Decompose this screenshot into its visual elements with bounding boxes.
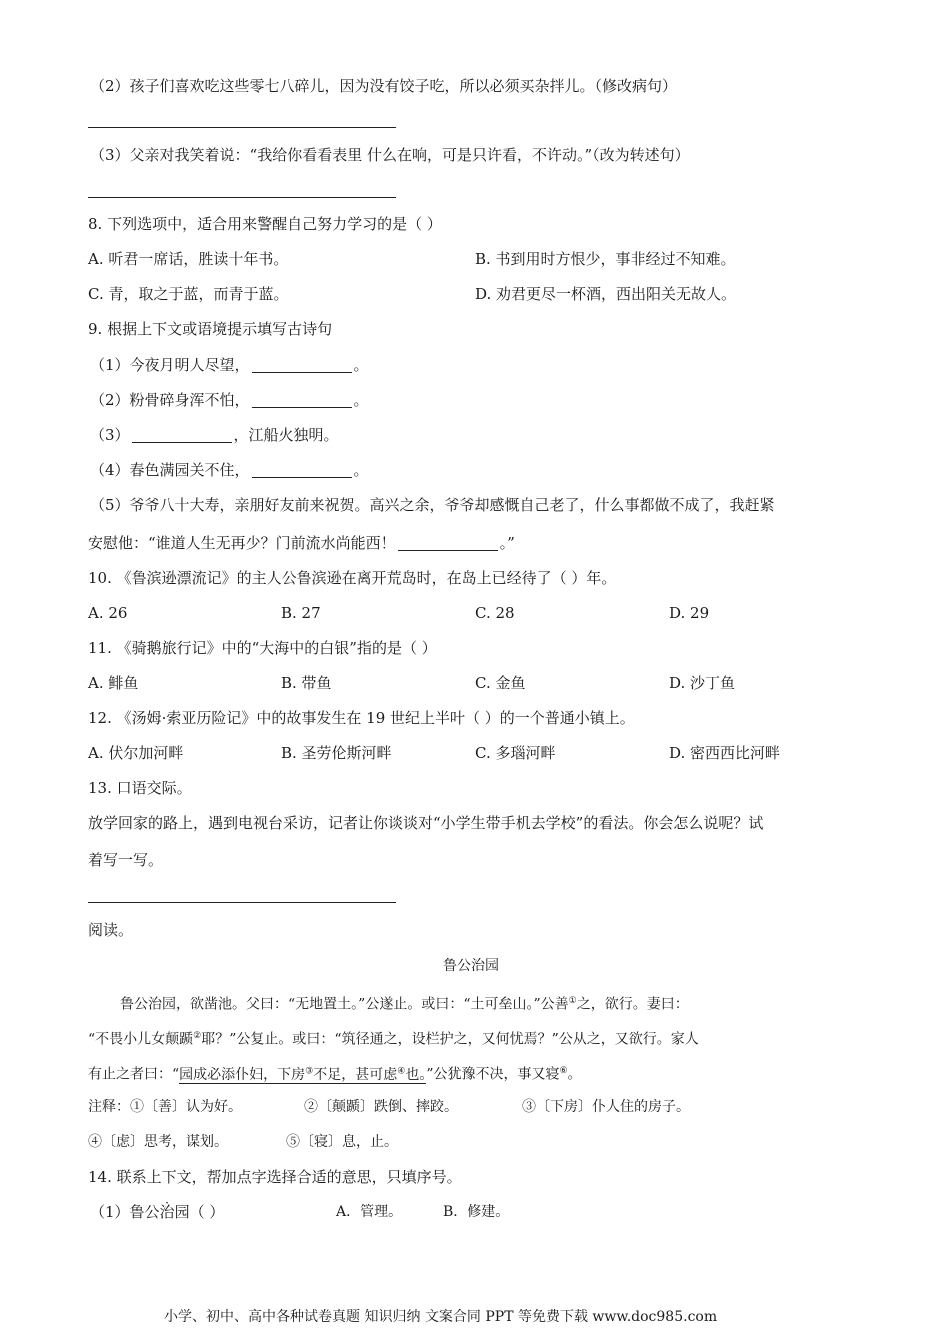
passage-line-3 [88,1061,582,1085]
q9-item-3-text: （3） [90,426,130,444]
underlined-sentence [179,1067,426,1084]
q13-prompt-line-1: 放学回家的路上，遇到电视台采访，记者让你谈谈对“小学生带手机去学校”的看法。你会怎么说呢？试 [88,814,764,832]
q10-option-c: C. 28 [475,604,515,622]
q9-item-5-end: 。” [499,534,515,552]
q8-option-b: B. 书到用时方恨少，事非经过不知难。 [475,250,736,268]
q9-item-1 [90,355,369,375]
passage-text: ”公犹豫不决，事又寝 [426,1066,560,1083]
q8-option-d: D. 劝君更尽一杯酒，西出阳关无故人。 [475,285,737,303]
q7-item-2: （2）孩子们喜欢吃这些零七八碎儿，因为没有饺子吃，所以必须买杂拌儿。（修改病句） [90,77,678,95]
passage-text: 有止之者曰：“ [88,1066,180,1083]
q9-item-1-end: 。 [353,356,369,374]
q9-item-2-text: （2）粉骨碎身浑不怕， [90,391,250,409]
footnote-mark: ② [193,1031,202,1041]
passage-text: 之，欲行。妻曰： [576,996,689,1013]
passage-text: 园成必添仆妇，下房 [179,1066,306,1083]
footnote-mark: ① [568,996,577,1006]
answer-line [88,197,396,198]
note-3: ③〔下房〕仆人住的房子。 [522,1099,690,1115]
q9-item-3-end: ，江船火独明。 [233,426,339,444]
q14-answer-bracket[interactable]: 园（ ） [174,1203,225,1221]
q9-item-2 [90,390,369,410]
reading-label: 阅读。 [88,921,134,939]
passage-line-2 [88,1026,699,1050]
q11-option-d: D. 沙丁鱼 [669,674,736,692]
q11-option-a: A. 鲱鱼 [88,674,139,692]
q7-item-3: （3）父亲对我笑着说：“我给你看看表里 什么在响，可是只许看，不许动。”（改为转述句） [90,146,690,164]
q14-item-1 [90,1202,224,1222]
q9-item-4-end: 。 [353,461,369,479]
footnote-mark: ④ [397,1066,406,1076]
q9-item-4 [90,460,369,480]
footnote-mark: ⑥ [559,1066,568,1076]
fill-blank[interactable] [132,427,232,443]
q14-option-b: B．修建。 [443,1204,510,1220]
q12-option-c: C. 多瑙河畔 [475,744,556,762]
fill-blank[interactable] [252,462,352,478]
q10-option-b: B. 27 [281,604,321,622]
q8-option-a: A. 听君一席话，胜读十年书。 [88,250,289,268]
fill-blank[interactable] [252,357,352,373]
q9-item-1-text: （1）今夜月明人尽望， [90,356,250,374]
passage-text: 。 [567,1066,582,1083]
q13-stem: 13. 口语交际。 [88,779,192,797]
q9-item-5-line-1: （5）爷爷八十大寿，亲朋好友前来祝贺。高兴之余，爷爷却感慨自己老了，什么事都做不成了，我赶紧 [90,496,775,514]
q14-option-a: A．管理。 [336,1204,403,1220]
footnote-mark: ③ [305,1066,314,1076]
passage-text: 鲁公治园，欲凿池。父曰：“无地置土。”公遂止。或曰：“土可垒山。”公善 [120,996,569,1013]
dotted-character: 治 [159,1203,175,1221]
q12-option-b: B. 圣劳伦斯河畔 [281,744,392,762]
q9-item-4-text: （4）春色满园关不住， [90,461,250,479]
q9-item-2-end: 。 [353,391,369,409]
note-2: ②〔颠踬〕跌倒、摔跤。 [304,1099,458,1115]
q9-stem: 9. 根据上下文或语境提示填写古诗句 [88,320,333,338]
passage-line-1 [120,991,689,1015]
fill-blank[interactable] [252,392,352,408]
q10-stem: 10. 《鲁滨逊漂流记》的主人公鲁滨逊在离开荒岛时，在岛上已经待了（ ）年。 [88,569,617,587]
q9-item-5-line-2 [88,533,515,553]
q13-prompt-line-2: 着写一写。 [88,851,164,869]
q14-stem: 14. 联系上下文，帮加点字选择合适的意思，只填序号。 [88,1168,462,1186]
q9-item-5-text: 安慰他：“谁道人生无再少？门前流水尚能西！ [88,534,396,552]
passage-title: 鲁公治园 [443,958,499,974]
q12-option-d: D. 密西西比河畔 [669,744,781,762]
answer-line [88,127,396,128]
q14-item-text: （1）鲁公 [90,1203,160,1221]
q9-item-3 [90,425,339,445]
q10-option-a: A. 26 [88,604,128,622]
q11-option-c: C. 金鱼 [475,674,526,692]
note-4: ④〔虑〕思考，谋划。 [88,1134,228,1150]
passage-text: 耶？”公复止。或曰：“筑径通之，设栏护之，又何忧焉？”公从之，又欲行。家人 [201,1031,699,1048]
q11-stem: 11. 《骑鹅旅行记》中的“大海中的白银”指的是（ ） [88,639,437,657]
passage-text: 不足，甚可虑 [313,1066,398,1083]
q10-option-d: D. 29 [669,604,710,622]
note-1: 注释：①〔善〕认为好。 [88,1099,242,1115]
note-5: ⑤〔寝〕息，止。 [286,1134,398,1150]
q12-stem: 12. 《汤姆·索亚历险记》中的故事发生在 19 世纪上半叶（ ）的一个普通小镇上。 [88,709,635,727]
page-footer: 小学、初中、高中各种试卷真题 知识归纳 文案合同 PPT 等免费下载 www.doc985.com [164,1309,718,1325]
q11-option-b: B. 带鱼 [281,674,332,692]
q8-stem: 8. 下列选项中，适合用来警醒自己努力学习的是（ ） [88,215,442,233]
passage-text: “不畏小儿女颠踬 [88,1031,194,1048]
answer-line [88,902,396,903]
q8-option-c: C. 青，取之于蓝，而青于蓝。 [88,285,289,303]
fill-blank[interactable] [398,535,498,551]
passage-text: 也。 [405,1066,427,1083]
q12-option-a: A. 伏尔加河畔 [88,744,184,762]
